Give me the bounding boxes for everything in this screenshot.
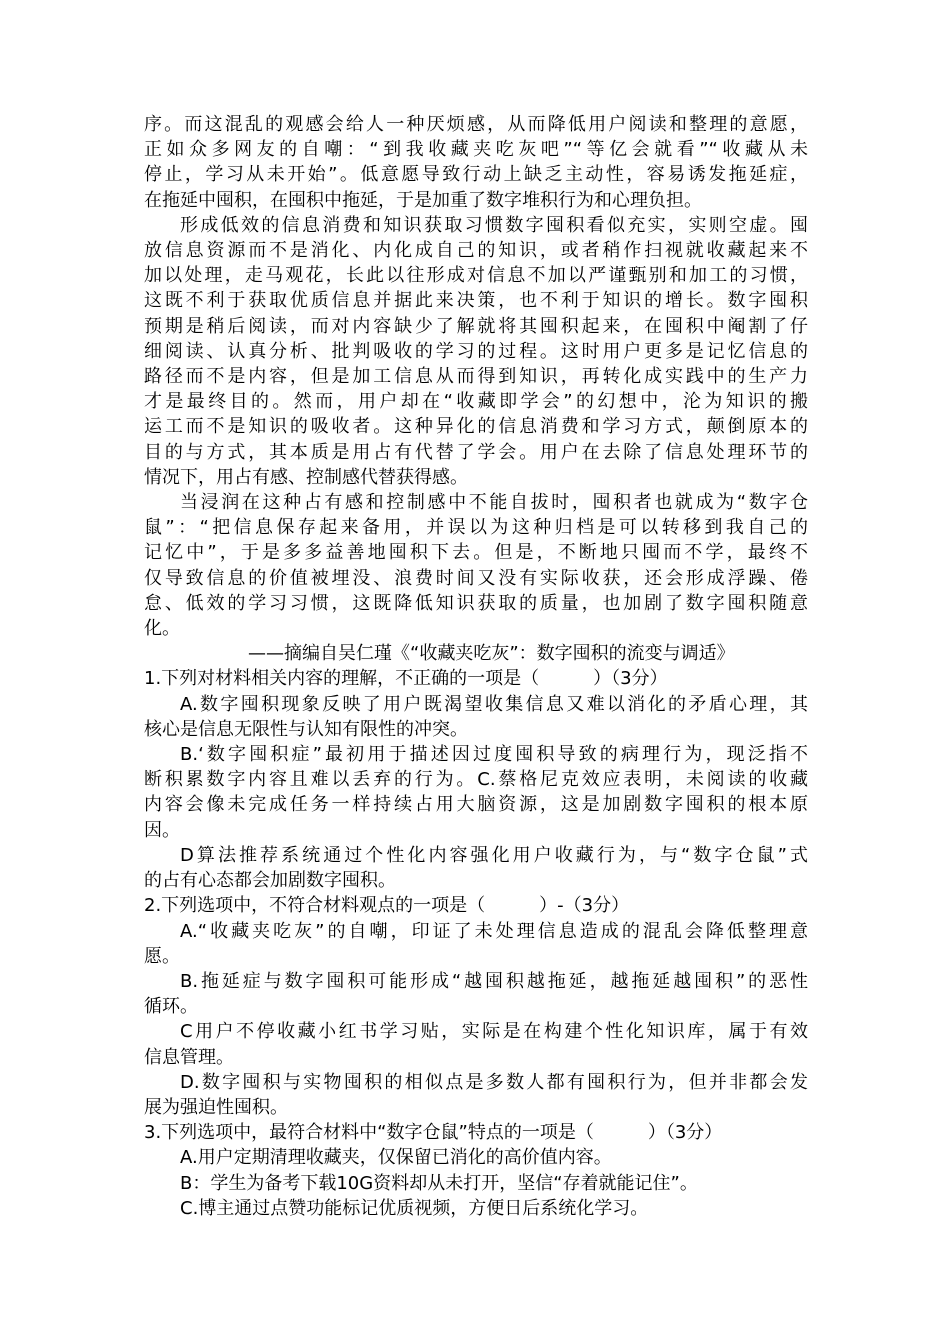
text-line: 细阅读、认真分析、批判吸收的学习的过程。这时用户更多是记忆信息的 [144,340,808,362]
text-line: 怠、低效的学习习惯，这既降低知识获取的质量，也加剧了数字囤积随意 [144,592,808,614]
question-2-option-c: C用户不停收藏小红书学习贴，实际是在构建个性化知识库，属于有效 [180,1021,808,1043]
text-line: 序。而这混乱的观感会给人一种厌烦感，从而降低用户阅读和整理的意愿， [144,114,808,135]
text-line: 的占有心态都会加剧数字囤积。 [144,870,396,892]
text-line: 化。 [144,618,180,640]
text-line: 正如众多网友的自嘲：“到我收藏夹吃灰吧”“等亿会就看”“收藏从未 [144,139,808,161]
question-2-option-a: A.“收藏夹吃灰”的自嘲，印证了未处理信息造成的混乱会降低整理意 [180,920,808,942]
text-line: 在拖延中囤积，在囤积中拖延，于是加重了数字堆积行为和心理负担。 [144,189,702,211]
text-line: 循环。 [144,996,198,1018]
question-3-stem: 3.下列选项中，最符合材料中“数字仓鼠”特点的一项是（ ）（3分） [144,1122,723,1144]
text-line: 停止，学习从未开始”。低意愿导致行动上缺乏主动性，容易诱发拖延症， [144,164,808,186]
question-3-option-c: C.博主通过点赞功能标记优质视频，方便日后系统化学习。 [180,1197,649,1219]
text-line: 形成低效的信息消费和知识获取习惯数字囤积看似充实，实则空虚。囤 [180,214,808,236]
text-line: 断积累数字内容且难以丢弃的行为。C.蔡格尼克效应表明，未阅读的收藏 [144,769,808,791]
text-line: 因。 [144,819,180,841]
text-line: 核心是信息无限性与认知有限性的冲突。 [144,718,468,740]
text-line: 情况下，用占有感、控制感代替获得感。 [144,466,468,488]
text-line: 运工而不是知识的吸收者。这种异化的信息消费和学习方式，颠倒原本的 [144,416,808,438]
question-1-option-d: D算法推荐系统通过个性化内容强化用户收藏行为，与“数字仓鼠”式 [180,844,808,866]
question-2-stem: 2.下列选项中，不符合材料观点的一项是（ ）-（3分） [144,895,630,917]
question-2-option-d: D.数字囤积与实物囤积的相似点是多数人都有囤积行为，但并非都会发 [180,1071,808,1093]
text-line: 放信息资源而不是消化、内化成自己的知识，或者稍作扫视就收藏起来不 [144,240,808,262]
question-3-option-a: A.用户定期清理收藏夹，仅保留已消化的高价值内容。 [180,1147,612,1169]
question-2-option-b: B.拖延症与数字囤积可能形成“越囤积越拖延，越拖延越囤积”的恶性 [180,970,808,992]
text-line: 信息管理。 [144,1046,234,1068]
question-1-option-a: A.数字囤积现象反映了用户既渴望收集信息又难以消化的矛盾心理，其 [180,693,808,715]
text-line: 记忆中”，于是多多益善地囤积下去。但是，不断地只囤而不学，最终不 [144,542,808,564]
question-1-stem: 1.下列对材料相关内容的理解，不正确的一项是（ ）（3分） [144,668,668,690]
text-line: 路径而不是内容，但是加工信息从而得到知识，再转化成实践中的生产力 [144,366,808,388]
question-1-option-b: B.‘数字囤积症”最初用于描述因过度囤积导致的病理行为，现泛指不 [180,744,808,766]
text-line: 预期是稍后阅读，而对内容缺少了解就将其囤积起来，在囤积中阉割了仔 [144,315,808,337]
text-line: 这既不利于获取优质信息并据此来决策，也不利于知识的增长。数字囤积 [144,290,808,312]
text-line: 鼠”：“把信息保存起来备用，并误以为这种归档是可以转移到我自己的 [144,517,808,539]
text-line: 展为强迫性囤积。 [144,1096,288,1118]
source-attribution: ——摘编自吴仁瑾《“收藏夹吃灰”：数字囤积的流变与调适》 [248,643,735,665]
text-line: 愿。 [144,945,180,967]
text-line: 加以处理，走马观花，长此以往形成对信息不加以严谨甄别和加工的习惯， [144,265,808,287]
text-line: 当浸润在这种占有感和控制感中不能自拔时，囤积者也就成为“数字仓 [180,492,808,514]
exam-page [144,112,808,1221]
text-line: 目的与方式，其本质是用占有代替了学会。用户在去除了信息处理环节的 [144,441,808,463]
question-1-option-c: 内容会像未完成任务一样持续占用大脑资源，这是加剧数字囤积的根本原 [144,794,808,816]
text-line: 才是最终目的。然而，用户却在“收藏即学会”的幻想中，沦为知识的搬 [144,391,808,413]
question-3-option-b: B：学生为备考下载10G资料却从未打开，坚信“存着就能记住”。 [180,1172,698,1194]
text-line: 仅导致信息的价值被埋没、浪费时间又没有实际收获，还会形成浮躁、倦 [144,567,808,589]
